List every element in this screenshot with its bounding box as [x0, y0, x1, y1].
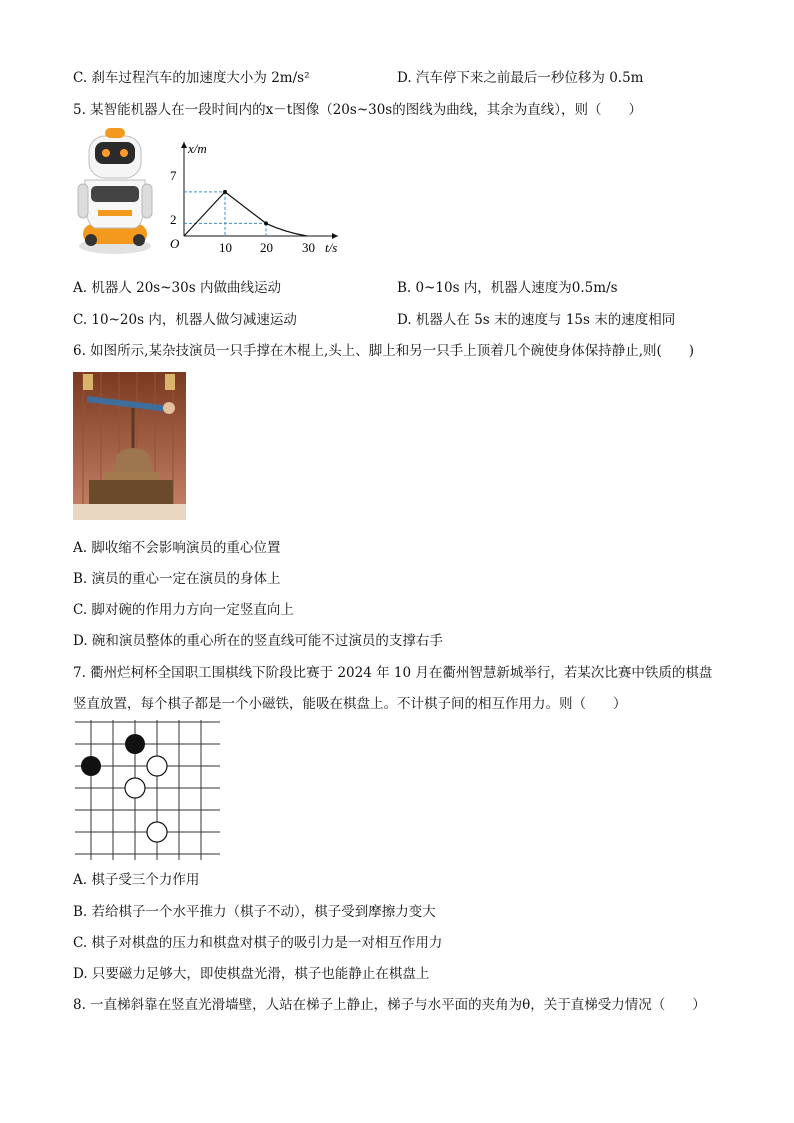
q5-option-a: A. 机器人 20s~30s 内做曲线运动 [73, 280, 281, 296]
q4-option-c: C. 刹车过程汽车的加速度大小为 2m/s² [73, 70, 310, 86]
point-t10 [223, 190, 227, 194]
y-tick-7: 7 [170, 168, 177, 183]
white-stone [125, 778, 145, 798]
white-stone [147, 822, 167, 842]
curve-20-30 [266, 223, 307, 236]
y-tick-2: 2 [170, 212, 177, 227]
xt-graph [162, 136, 348, 260]
q6-option-c: C. 脚对碗的作用力方向一定竖直向上 [73, 602, 294, 618]
board-grid [75, 720, 220, 860]
x-tick-10: 10 [219, 240, 232, 255]
q7-option-b: B. 若给棋子一个水平推力（棋子不动），棋子受到摩擦力变大 [73, 904, 436, 920]
q6-option-b: B. 演员的重心一定在演员的身体上 [73, 571, 281, 587]
q5-option-c: C. 10~20s 内，机器人做匀减速运动 [73, 312, 297, 328]
origin-label: O [170, 236, 180, 251]
segment-0-10 [184, 192, 225, 236]
x-axis-label: t/s [325, 240, 338, 255]
q6-option-d: D. 碗和演员整体的重心所在的竖直线可能不过演员的支撑右手 [73, 633, 443, 649]
go-board [75, 720, 220, 860]
black-stone [81, 756, 101, 776]
q7-stem-line2: 竖直放置，每个棋子都是一个小磁铁，能吸在棋盘上。不计棋子间的相互作用力。则（ ） [73, 696, 627, 712]
q5-stem: 5. 某智能机器人在一段时间内的x－t图像（20s~30s的图线为曲线，其余为直线），则（ ） [73, 102, 642, 118]
segment-10-20 [225, 192, 266, 224]
point-t20 [264, 221, 268, 225]
acrobat-photo [73, 372, 186, 520]
q7-option-a: A. 棋子受三个力作用 [73, 872, 200, 888]
y-axis-label: x/m [188, 141, 207, 156]
q8-stem: 8. 一直梯斜靠在竖直光滑墙壁，人站在梯子上静止，梯子与水平面的夹角为θ，关于直梯受力情况（ ） [73, 997, 706, 1013]
q4-option-d: D. 汽车停下来之前最后一秒位移为 0.5m [397, 70, 644, 86]
black-stone [125, 734, 145, 754]
x-tick-30: 30 [302, 240, 315, 255]
q7-option-d: D. 只要磁力足够大，即使棋盘光滑，棋子也能静止在棋盘上 [73, 966, 430, 982]
q7-option-c: C. 棋子对棋盘的压力和棋盘对棋子的吸引力是一对相互作用力 [73, 935, 443, 951]
robot-illustration [75, 128, 155, 256]
white-stone [147, 756, 167, 776]
q7-stem-line1: 7. 衢州烂柯杯全国职工围棋线下阶段比赛于 2024 年 10 月在衢州智慧新城举行，若某次比赛中铁质的棋盘 [73, 665, 713, 681]
q6-stem: 6. 如图所示,某杂技演员一只手撑在木棍上,头上、脚上和另一只手上顶着几个碗使身体保持静止,则( ) [73, 343, 695, 359]
q5-option-d: D. 机器人在 5s 末的速度与 15s 末的速度相同 [397, 312, 676, 328]
q6-option-a: A. 脚收缩不会影响演员的重心位置 [73, 540, 281, 556]
q5-option-b: B. 0~10s 内，机器人速度为0.5m/s [397, 280, 618, 296]
x-tick-20: 20 [260, 240, 273, 255]
